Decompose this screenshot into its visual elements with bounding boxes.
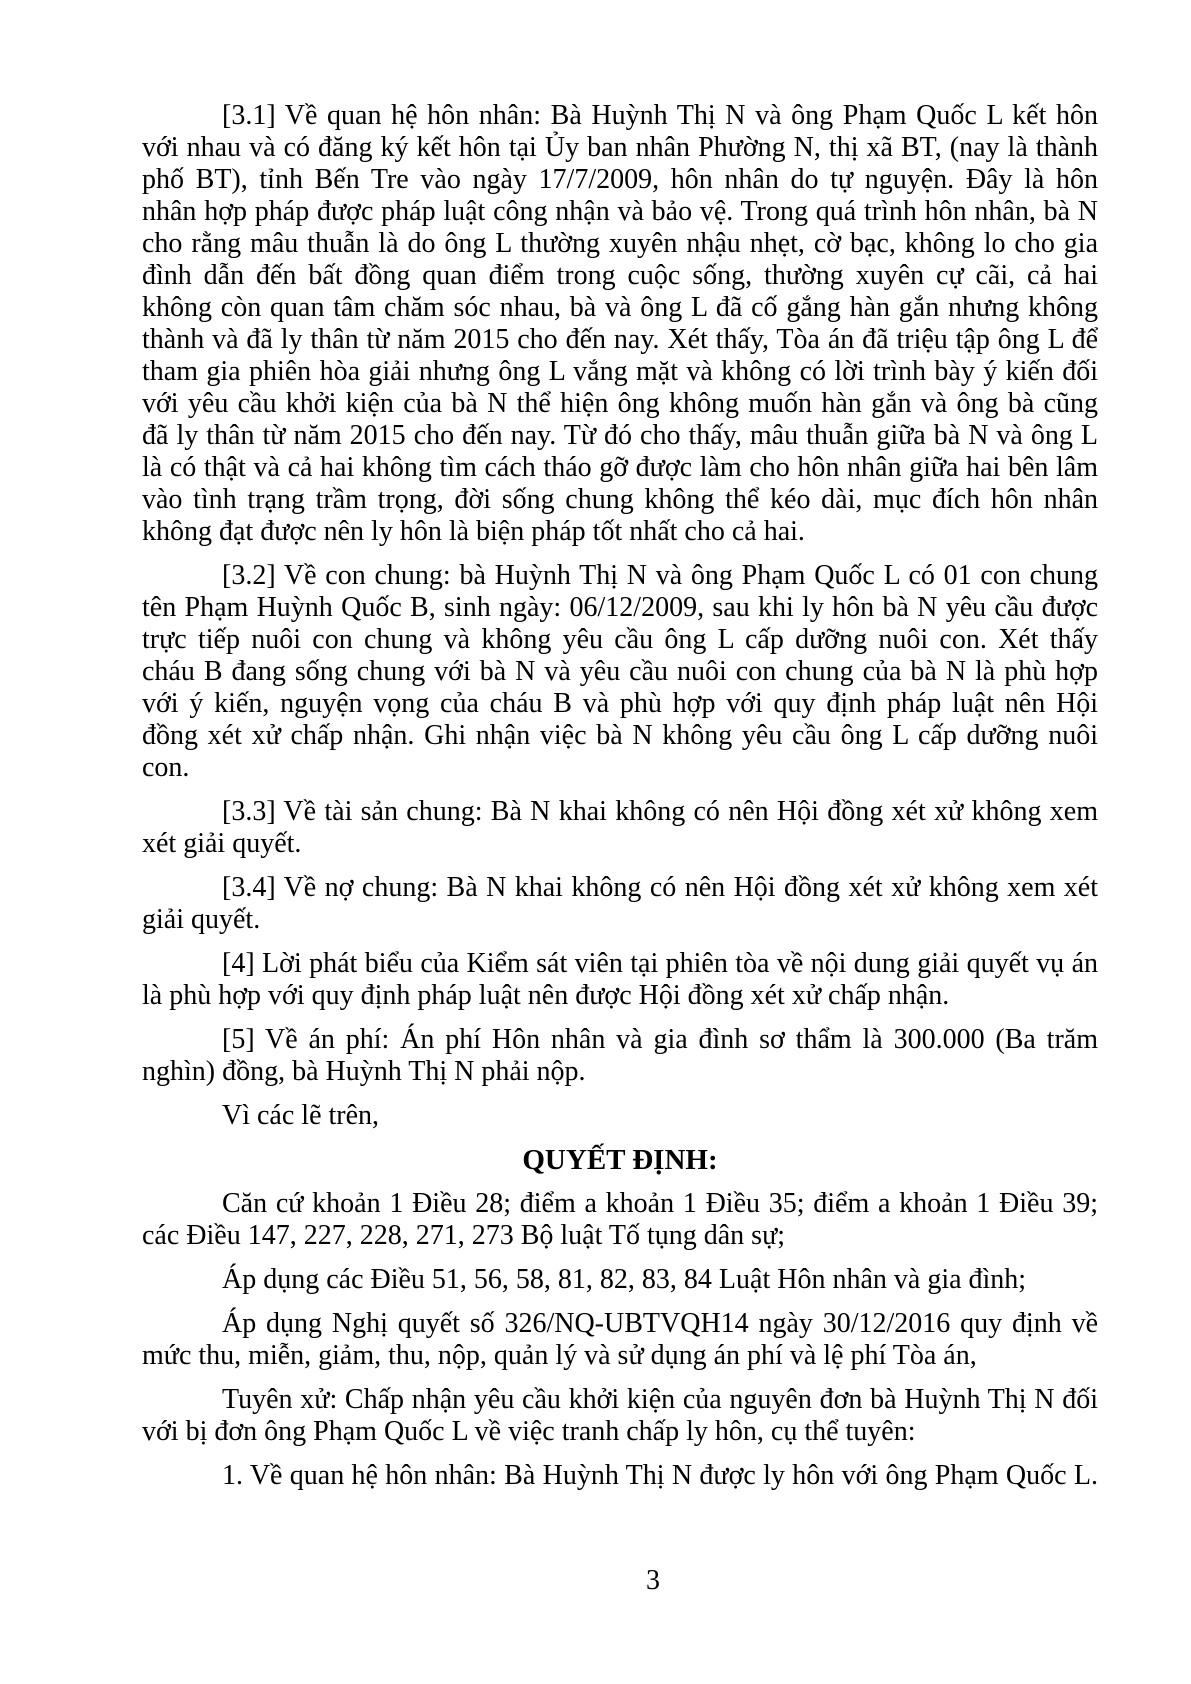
paragraph-ap-dung-luat-hon-nhan (142, 1264, 1098, 1296)
text-line: [4] Lời phát biểu của Kiểm sát viên tại phiên tòa về nội dung giải quyết vụ án (222, 948, 1098, 979)
text-line: các Điều 147, 227, 228, 271, 273 Bộ luật Tố tụng dân sự; (142, 1220, 786, 1251)
text-line: Vì các lẽ trên, (222, 1100, 380, 1131)
paragraph-ap-dung-nghi-quyet (142, 1308, 1098, 1372)
text-line: đồng xét xử chấp nhận. Ghi nhận việc bà N không yêu cầu ông L cấp dưỡng nuôi (142, 720, 1098, 751)
closing-phrase (142, 1100, 1098, 1132)
text-line: tên Phạm Huỳnh Quốc B, sinh ngày: 06/12/2009, sau khi ly hôn bà N yêu cầu được (142, 592, 1098, 623)
text-line: giải quyết. (142, 904, 261, 935)
paragraph-3-4 (142, 872, 1098, 936)
judgment-body-text (142, 100, 1098, 1504)
text-line: với yêu cầu khởi kiện của bà N thể hiện ông không muốn hàn gắn và ông bà cũng (142, 388, 1098, 419)
page-number: 3 (646, 1565, 660, 1596)
text-line: cháu B đang sống chung với bà N và yêu cầu nuôi con chung của bà N là phù hợp (142, 656, 1098, 687)
text-line: xét giải quyết. (142, 828, 302, 859)
text-line: [5] Về án phí: Án phí Hôn nhân và gia đình sơ thẩm là 300.000 (Ba trăm (222, 1024, 1098, 1055)
text-line: 1. Về quan hệ hôn nhân: Bà Huỳnh Thị N được ly hôn với ông Phạm Quốc L. (222, 1460, 1098, 1491)
text-line: con. (142, 752, 190, 783)
text-line: với nhau và có đăng ký kết hôn tại Ủy ban nhân Phường N, thị xã BT, (nay là thành (142, 132, 1098, 163)
text-line: không đạt được nên ly hôn là biện pháp tốt nhất cho cả hai. (142, 516, 805, 547)
text-line: phố BT), tỉnh Bến Tre vào ngày 17/7/2009, hôn nhân do tự nguyện. Đây là hôn (142, 164, 1098, 195)
paragraph-3-2 (142, 560, 1098, 784)
paragraph-tuyen-xu (142, 1384, 1098, 1448)
text-line: nhân hợp pháp được pháp luật công nhận và bảo vệ. Trong quá trình hôn nhân, bà N (142, 196, 1098, 227)
text-line: nghìn) đồng, bà Huỳnh Thị N phải nộp. (142, 1056, 586, 1087)
paragraph-item-1 (142, 1460, 1098, 1492)
text-line: đã ly thân từ năm 2015 cho đến nay. Từ đó cho thấy, mâu thuẫn giữa bà N và ông L (142, 420, 1098, 451)
paragraph-can-cu (142, 1188, 1098, 1252)
text-line: [3.4] Về nợ chung: Bà N khai không có nên Hội đồng xét xử không xem xét (222, 872, 1098, 903)
text-line: trực tiếp nuôi con chung và không yêu cầu ông L cấp dưỡng nuôi con. Xét thấy (142, 624, 1098, 655)
text-line: [3.2] Về con chung: bà Huỳnh Thị N và ông Phạm Quốc L có 01 con chung (222, 560, 1098, 591)
text-line: với ý kiến, nguyện vọng của cháu B và phù hợp với quy định pháp luật nên Hội (142, 688, 1098, 719)
text-line: Áp dụng Nghị quyết số 326/NQ-UBTVQH14 ngày 30/12/2016 quy định về (222, 1308, 1098, 1339)
text-line: không còn quan tâm chăm sóc nhau, bà và ông L đã cố gắng hàn gắn nhưng không (142, 292, 1098, 323)
text-line: là phù hợp với quy định pháp luật nên được Hội đồng xét xử chấp nhận. (142, 980, 950, 1011)
text-line: Áp dụng các Điều 51, 56, 58, 81, 82, 83, 84 Luật Hôn nhân và gia đình; (222, 1264, 1027, 1295)
text-line: mức thu, miễn, giảm, thu, nộp, quản lý và sử dụng án phí và lệ phí Tòa án, (142, 1340, 977, 1371)
text-line: là có thật và cả hai không tìm cách tháo gỡ được làm cho hôn nhân giữa hai bên lâm (142, 452, 1098, 483)
text-line: Căn cứ khoản 1 Điều 28; điểm a khoản 1 Điều 35; điểm a khoản 1 Điều 39; (222, 1188, 1098, 1219)
text-line: cho rằng mâu thuẫn là do ông L thường xuyên nhậu nhẹt, cờ bạc, không lo cho gia (142, 228, 1098, 259)
text-line: Tuyên xử: Chấp nhận yêu cầu khởi kiện của nguyên đơn bà Huỳnh Thị N đối (222, 1384, 1098, 1415)
paragraph-5 (142, 1024, 1098, 1088)
text-line: với bị đơn ông Phạm Quốc L về việc tranh chấp ly hôn, cụ thể tuyên: (142, 1416, 916, 1447)
text-line: đình dẫn đến bất đồng quan điểm trong cuộc sống, thường xuyên cự cãi, cả hai (142, 260, 1098, 291)
text-line: vào tình trạng trầm trọng, đời sống chung không thể kéo dài, mục đích hôn nhân (142, 484, 1098, 515)
text-line: [3.3] Về tài sản chung: Bà N khai không có nên Hội đồng xét xử không xem (222, 796, 1098, 827)
text-line: [3.1] Về quan hệ hôn nhân: Bà Huỳnh Thị N và ông Phạm Quốc L kết hôn (222, 100, 1098, 131)
section-heading-quyet-dinh: QUYẾT ĐỊNH: (522, 1144, 718, 1176)
text-line: thành và đã ly thân từ năm 2015 cho đến nay. Xét thấy, Tòa án đã triệu tập ông L để (142, 324, 1098, 355)
paragraph-3-3 (142, 796, 1098, 860)
text-line: tham gia phiên hòa giải nhưng ông L vắng mặt và không có lời trình bày ý kiến đối (142, 356, 1098, 387)
paragraph-4 (142, 948, 1098, 1012)
paragraph-3-1 (142, 100, 1098, 548)
